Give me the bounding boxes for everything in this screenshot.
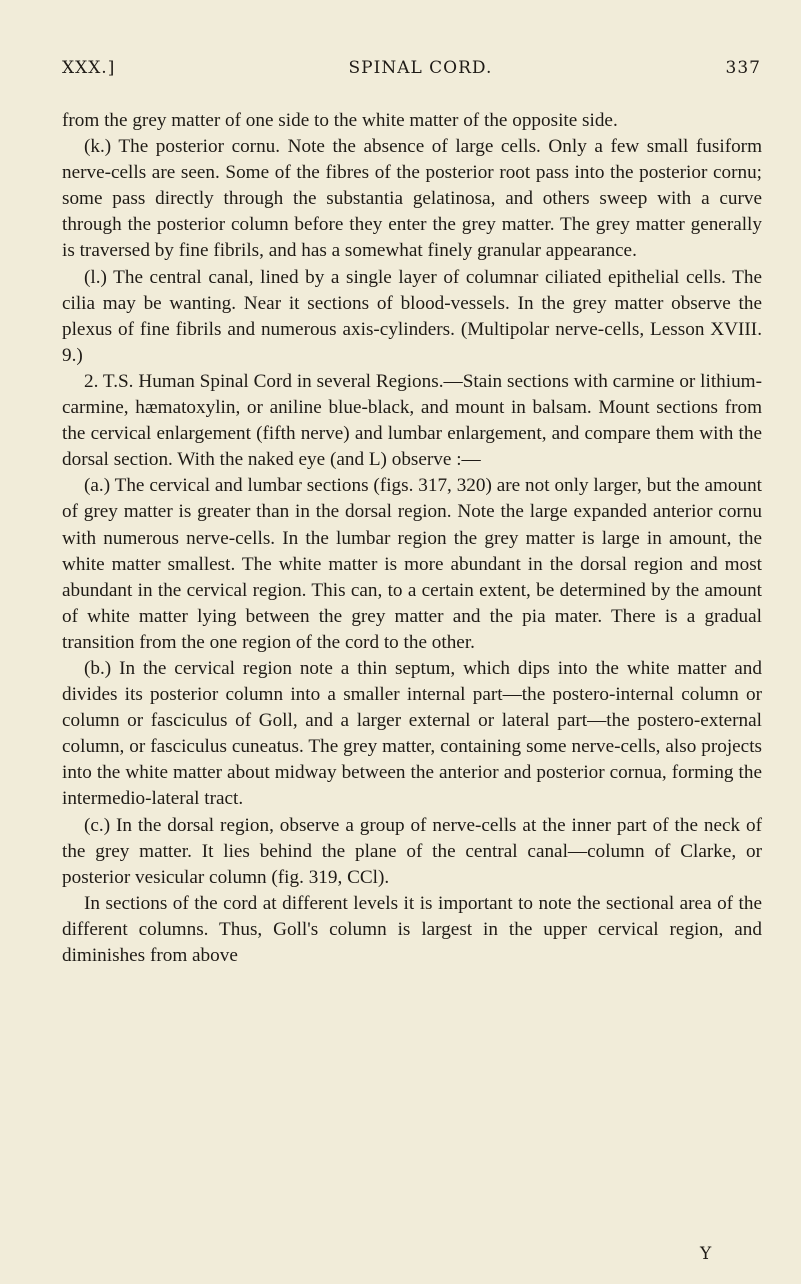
- chapter-number: XXX.]: [62, 58, 116, 78]
- paragraph-b: (b.) In the cervical region note a thin septum, which dips into the white matter and divides its posterior column into a smaller internal part—the postero-internal column or column or fasciculus of Goll, and a larger external or lateral part—the postero-external column, or fasciculus cuneatus. The grey matter, containing some nerve-cells, also projects into the white matter about midway between the anterior and posterior cornua, forming the intermedio-lateral tract.: [62, 657, 762, 810]
- paragraph-a: (a.) The cervical and lumbar sections (figs. 317, 320) are not only larger, but the amount of grey matter is greater than in the dorsal region. Note the large expanded anterior cornu with numerous nerve-cells. In the lumbar region the grey matter is large in amount, the white matter smallest. The white matter is more abundant in the dorsal region and most abundant in the cervical region. This can, to a certain extent, be determined by the amount of white matter lying between the grey matter and the pia mater. There is a gradual transition from the one region of the cord to the other.: [62, 475, 762, 653]
- paragraph-central-canal: (l.) The central canal, lined by a single layer of columnar ciliated epithelial cells. The cilia may be wanting. Near it sections of blood-vessels. In the grey matter observe the plexus of fine fibrils and numerous axis-cylinders. (Multipolar nerve-cells, Lesson XVIII. 9.): [62, 266, 762, 366]
- page-number: 337: [725, 58, 761, 78]
- paragraph-posterior-cornu: (k.) The posterior cornu. Note the absence of large cells. Only a few small fusiform nerve-cells are seen. Some of the fibres of the posterior root pass into the posterior cornu; some pass directly through the substantia gelatinosa, and others sweep with a curve through the posterior column before they enter the grey matter. The grey matter generally is traversed by fine fibrils, and has a somewhat finely granular appearance.: [62, 136, 762, 262]
- running-title: SPINAL CORD.: [348, 58, 493, 78]
- paragraph-section-2: 2. T.S. Human Spinal Cord in several Regions.—Stain sections with carmine or lithium-carmine, hæmatoxylin, or aniline blue-black, and mount in balsam. Mount sections from the cervical enlargement (fifth nerve) and lumbar enlargement, and compare them with the dorsal section. With the naked eye (and L) observe :—: [62, 370, 762, 471]
- signature-mark: Y: [700, 1244, 712, 1264]
- running-header: [62, 58, 761, 78]
- paragraph-c: (c.) In the dorsal region, observe a group of nerve-cells at the inner part of the neck of the grey matter. It lies behind the plane of the central canal—column of Clarke, or posterior vesicular column (fig. 319, CCl).: [62, 814, 762, 888]
- paragraph-continuation: from the grey matter of one side to the white matter of the opposite side.: [62, 110, 618, 131]
- body-text: [62, 108, 762, 969]
- paragraph-sections: In sections of the cord at different levels it is important to note the sectional area of the different columns. Thus, Goll's column is largest in the upper cervical region, and diminishes from above: [62, 892, 762, 966]
